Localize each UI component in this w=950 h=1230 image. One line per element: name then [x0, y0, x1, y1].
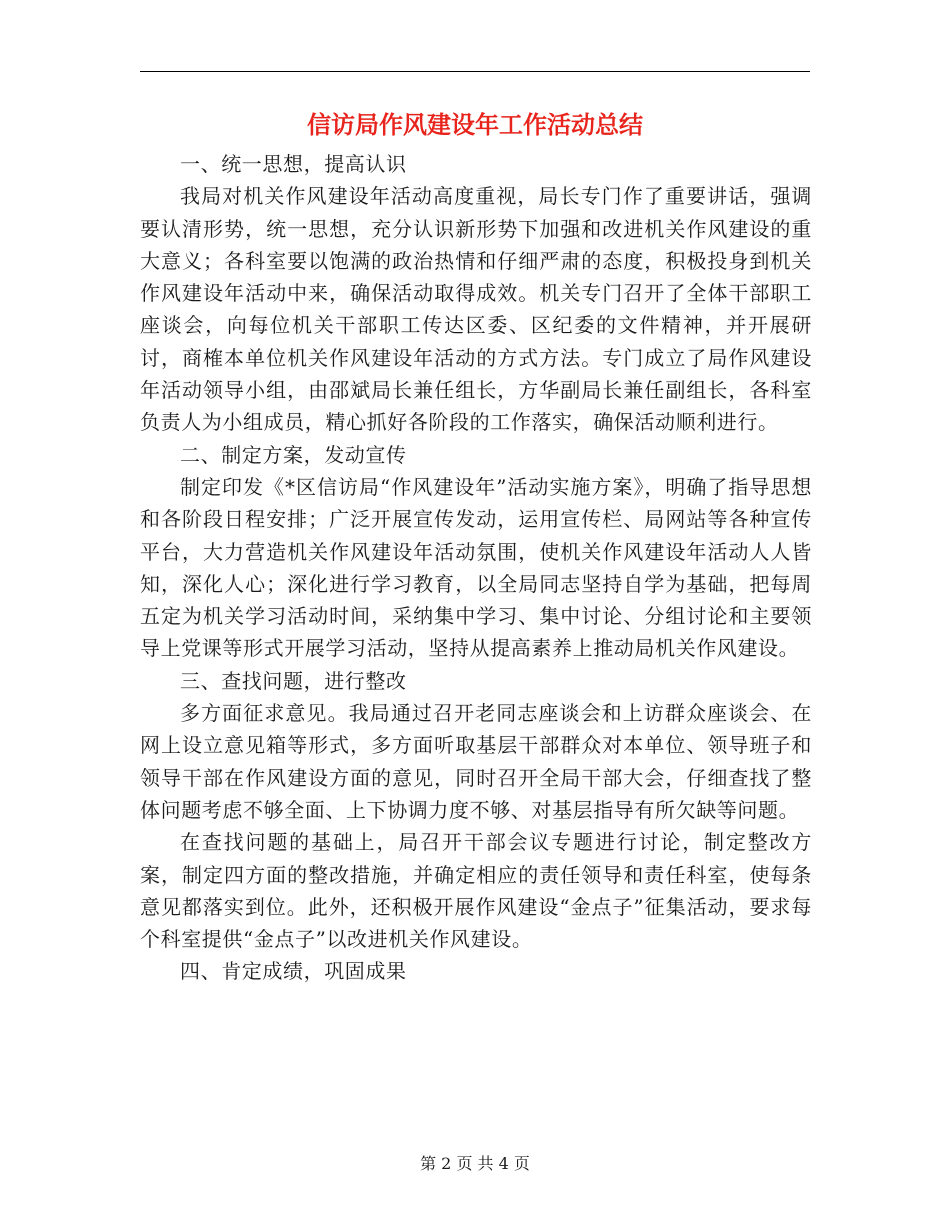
page-number: 第 2 页 共 4 页	[420, 1154, 530, 1173]
section-2-paragraph: 制定印发《*区信访局“作风建设年”活动实施方案》，明确了指导思想和各阶段日程安排；广泛开展宣传发动，运用宣传栏、局网站等各种宣传平台，大力营造机关作风建设年活动氛围，使机关作风建设年活动人人皆知，深化人心；深化进行学习教育，以全局同志坚持自学为基础，把每周五定为机关学习活动时间，采纳集中学习、集中讨论、分组讨论和主要领导上党课等形式开展学习活动，坚持从提高素养上推动局机关作风建设。	[140, 474, 812, 661]
section-heading-3: 三、查找问题，进行整改	[180, 668, 407, 693]
section-heading-4: 四、肯定成绩，巩固成果	[180, 959, 407, 984]
document-title: 信访局作风建设年工作活动总结	[307, 111, 643, 139]
section-3-paragraph-2: 在查找问题的基础上，局召开干部会议专题进行讨论，制定整改方案，制定四方面的整改措施，并确定相应的责任领导和责任科室，使每条意见都落实到位。此外，还积极开展作风建设“金点子”征集活动，要求每个科室提供“金点子”以改进机关作风建设。	[140, 830, 812, 952]
section-heading-1: 一、统一思想，提高认识	[180, 152, 407, 176]
section-1-paragraph: 我局对机关作风建设年活动高度重视，局长专门作了重要讲话，强调要认清形势，统一思想，充分认识新形势下加强和改进机关作风建设的重大意义；各科室要以饱满的政治热情和仔细严肃的态度，积极投身到机关作风建设年活动中来，确保活动取得成效。机关专门召开了全体干部职工座谈会，向每位机关干部职工传达区委、区纪委的文件精神，并开展研讨，商榷本单位机关作风建设年活动的方式方法。专门成立了局作风建设年活动领导小组，由邵斌局长兼任组长，方华副局长兼任副组长，各科室负责人为小组成员，精心抓好各阶段的工作落实，确保活动顺利进行。	[140, 184, 812, 435]
header-rule	[140, 71, 810, 72]
section-3-paragraph-1: 多方面征求意见。我局通过召开老同志座谈会和上访群众座谈会、在网上设立意见箱等形式，多方面听取基层干部群众对本单位、领导班子和领导干部在作风建设方面的意见，同时召开全局干部大会，仔细查找了整体问题考虑不够全面、上下协调力度不够、对基层指导有所欠缺等问题。	[140, 701, 812, 822]
section-heading-2: 二、制定方案，发动宣传	[180, 442, 407, 467]
document-body	[140, 148, 812, 988]
